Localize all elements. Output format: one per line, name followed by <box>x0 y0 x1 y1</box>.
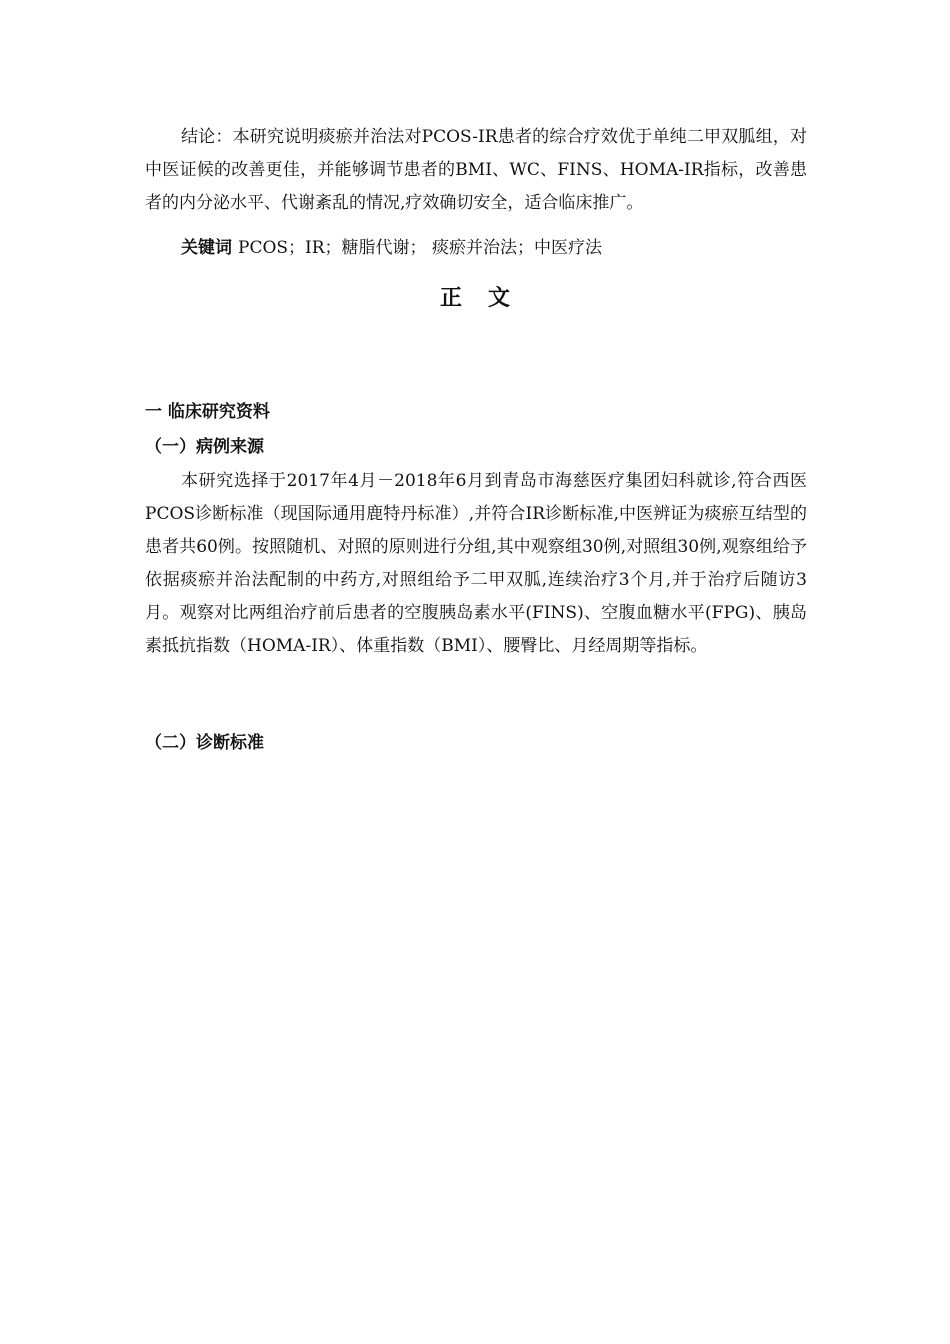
keywords-text: PCOS；IR；糖脂代谢； 痰瘀并治法；中医疗法 <box>238 238 602 258</box>
subheading-diagnostic-criteria: （二）诊断标准 <box>145 733 264 753</box>
heading-clinical-materials: 一 临床研究资料 <box>145 402 270 422</box>
case-source-paragraph: 本研究选择于2017年4月－2018年6月到青岛市海慈医疗集团妇科就诊,符合西医PCOS诊断标准（现国际通用鹿特丹标准）,并符合IR诊断标准,中医辨证为痰瘀互结型的患者共60例。按照随机、对照的原则进行分组,其中观察组30例,对照组30例,观察组给予依据痰瘀并治法配制的中药方,对照组给予二甲双胍,连续治疗3个月,并于治疗后随访3月。观察对比两组治疗前后患者的空腹胰岛素水平(FINS)、空腹血糖水平(FPG)、胰岛素抵抗指数（HOMA-IR）、体重指数（BMI）、腰臀比、月经周期等指标。 <box>145 471 807 656</box>
keywords-label: 关键词 <box>181 238 232 258</box>
subheading-case-source: （一）病例来源 <box>145 437 264 457</box>
keywords-line <box>181 232 602 265</box>
section-title: 正文 <box>439 286 536 311</box>
conclusion-paragraph: 结论：本研究说明痰瘀并治法对PCOS-IR患者的综合疗效优于单纯二甲双胍组，对中医证候的改善更佳，并能够调节患者的BMI、WC、FINS、HOMA-IR指标，改善患者的内分泌水平、代谢紊乱的情况,疗效确切安全，适合临床推广。 <box>145 127 807 213</box>
